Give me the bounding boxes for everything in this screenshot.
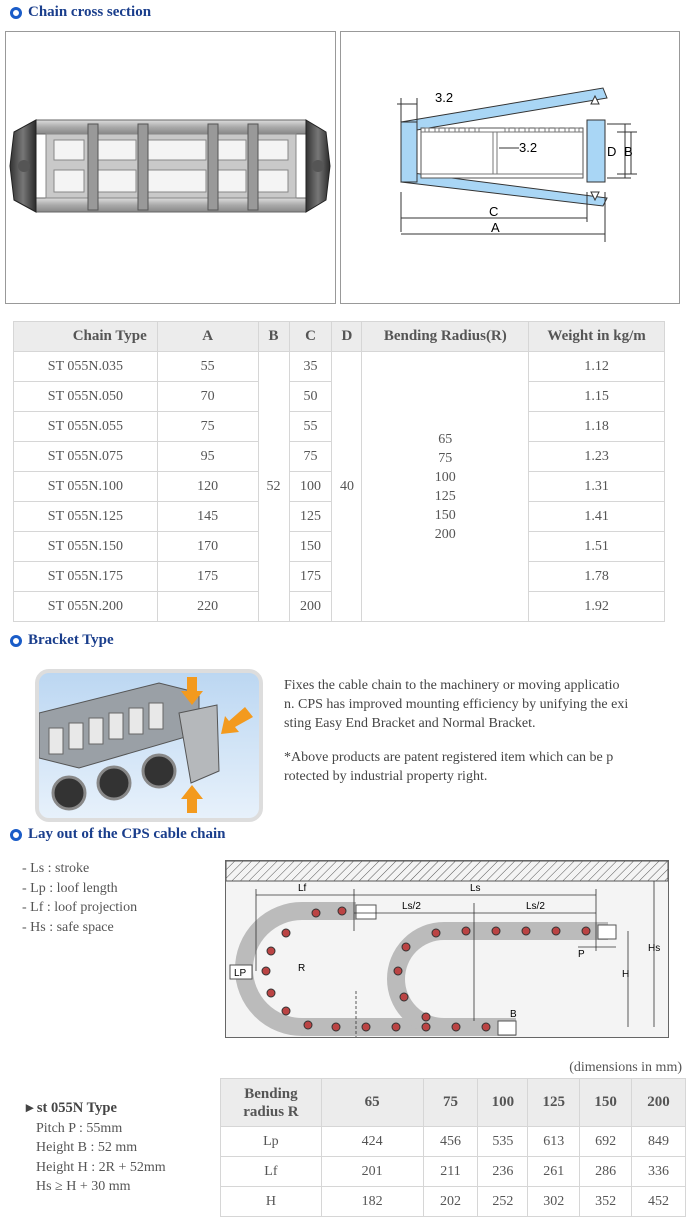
cell-a: 95: [157, 442, 258, 472]
definition-item: - Lp : loof length: [22, 880, 118, 896]
header-radius: 200: [632, 1079, 686, 1127]
chain-3d-image-panel: [5, 31, 336, 304]
cell-weight: 1.15: [529, 382, 665, 412]
label-ls2-left: Ls/2: [402, 901, 421, 912]
dim-a-label: A: [491, 220, 500, 235]
cell-a: 70: [157, 382, 258, 412]
dimensions-note: (dimensions in mm): [569, 1060, 682, 1075]
bullet-icon: [10, 829, 22, 841]
label-p: P: [578, 949, 585, 960]
cell-c: 35: [289, 352, 332, 382]
cell-value: 211: [423, 1157, 478, 1187]
section-title-layout: Lay out of the CPS cable chain: [10, 826, 226, 843]
cell-type: ST 055N.075: [14, 442, 158, 472]
cell-b-merged: 52: [258, 352, 289, 622]
cell-value: 202: [423, 1187, 478, 1217]
note-line: rotected by industrial property right.: [284, 769, 488, 784]
row-label: Lf: [221, 1157, 322, 1187]
cell-c: 50: [289, 382, 332, 412]
header-b: B: [258, 322, 289, 352]
cell-value: 849: [632, 1127, 686, 1157]
radius-value: 125: [434, 488, 456, 504]
header-radius: 125: [528, 1079, 580, 1127]
header-bending-radius-r: [221, 1079, 322, 1127]
cell-c: 100: [289, 472, 332, 502]
cell-weight: 1.23: [529, 442, 665, 472]
bracket-illustration: [39, 673, 259, 818]
type-line: Hs ≥ H + 30 mm: [36, 1179, 131, 1194]
cross-section-drawing: [341, 32, 679, 303]
cell-value: 613: [528, 1127, 580, 1157]
header-d: D: [332, 322, 362, 352]
radius-value: 150: [434, 507, 456, 523]
cell-c: 55: [289, 412, 332, 442]
header-line: radius R: [243, 1103, 299, 1120]
type-title: ▸ st 055N Type: [26, 1100, 117, 1116]
cell-weight: 1.31: [529, 472, 665, 502]
cell-value: 302: [528, 1187, 580, 1217]
type-line: Height B : 52 mm: [36, 1140, 138, 1155]
patent-note: [284, 748, 613, 786]
type-line: Pitch P : 55mm: [36, 1120, 123, 1136]
cell-weight: 1.18: [529, 412, 665, 442]
cell-value: 236: [478, 1157, 528, 1187]
header-radius: 65: [321, 1079, 423, 1127]
label-lf: Lf: [298, 883, 307, 894]
desc-line: n. CPS has improved mounting efficiency by unifying the exi: [284, 697, 629, 712]
label-ls2-right: Ls/2: [526, 901, 545, 912]
header-radius: 100: [478, 1079, 528, 1127]
cell-d-merged: 40: [332, 352, 362, 622]
dim-3-2-top: 3.2: [435, 90, 454, 105]
bullet-icon: [10, 7, 22, 19]
radius-value: 75: [438, 450, 453, 466]
definition-item: - Lf : loof projection: [22, 900, 138, 915]
dim-b-label: B: [624, 144, 633, 159]
section-title-cross-section: Chain cross section: [10, 4, 151, 21]
layout-header-row: [221, 1079, 686, 1127]
cell-a: 220: [157, 592, 258, 622]
cell-type: ST 055N.055: [14, 412, 158, 442]
radius-value: 65: [438, 431, 453, 447]
layout-drawing: [226, 861, 668, 1037]
layout-table: [220, 1078, 686, 1217]
row-label: Lp: [221, 1127, 322, 1157]
label-hs: Hs: [648, 943, 661, 954]
header-bending-radius: Bending Radius(R): [362, 322, 529, 352]
cell-a: 55: [157, 352, 258, 382]
header-a: A: [157, 322, 258, 352]
definition-item: - Ls : stroke: [22, 861, 90, 876]
spec-table: [13, 321, 665, 622]
header-radius: 150: [580, 1079, 632, 1127]
header-weight: Weight in kg/m: [529, 322, 665, 352]
radius-value: 200: [434, 526, 456, 542]
cell-c: 125: [289, 502, 332, 532]
cell-type: ST 055N.035: [14, 352, 158, 382]
cell-value: 201: [321, 1157, 423, 1187]
cell-value: 182: [321, 1187, 423, 1217]
spec-header-row: [14, 322, 665, 352]
cell-value: 261: [528, 1157, 580, 1187]
cell-c: 200: [289, 592, 332, 622]
cell-a: 75: [157, 412, 258, 442]
cell-value: 535: [478, 1127, 528, 1157]
section-title-bracket: Bracket Type: [10, 632, 114, 649]
dim-3-2-mid: 3.2: [519, 140, 538, 155]
cell-value: 452: [632, 1187, 686, 1217]
cell-type: ST 055N.200: [14, 592, 158, 622]
type-line: Height H : 2R + 52mm: [36, 1159, 166, 1175]
header-chain-type: Chain Type: [14, 322, 158, 352]
note-line: *Above products are patent registered item which can be p: [284, 750, 614, 765]
cell-a: 145: [157, 502, 258, 532]
cell-value: 352: [580, 1187, 632, 1217]
cell-type: ST 055N.100: [14, 472, 158, 502]
cell-type: ST 055N.125: [14, 502, 158, 532]
cell-a: 120: [157, 472, 258, 502]
bracket-description: [284, 676, 628, 733]
cell-a: 175: [157, 562, 258, 592]
label-lp: LP: [234, 968, 247, 979]
cell-type: ST 055N.150: [14, 532, 158, 562]
cell-weight: 1.12: [529, 352, 665, 382]
cell-value: 424: [321, 1127, 423, 1157]
chain-3d-image: [6, 32, 335, 303]
label-ls: Ls: [470, 883, 481, 894]
label-h: H: [622, 969, 630, 980]
header-line: Bending: [244, 1085, 298, 1102]
layout-diagram: [225, 860, 669, 1038]
cell-c: 175: [289, 562, 332, 592]
cell-weight: 1.51: [529, 532, 665, 562]
cell-c: 150: [289, 532, 332, 562]
definition-item: - Hs : safe space: [22, 919, 114, 935]
type-info: [26, 1099, 166, 1197]
label-r: R: [298, 963, 306, 974]
cell-type: ST 055N.050: [14, 382, 158, 412]
cell-a: 170: [157, 532, 258, 562]
cell-weight: 1.41: [529, 502, 665, 532]
cell-type: ST 055N.175: [14, 562, 158, 592]
cell-value: 286: [580, 1157, 632, 1187]
bracket-image: [35, 669, 263, 822]
table-row: [221, 1127, 686, 1157]
dim-c-label: C: [489, 204, 499, 219]
table-row: [221, 1157, 686, 1187]
desc-line: sting Easy End Bracket and Normal Bracket.: [284, 716, 536, 731]
definitions-list: [22, 859, 137, 937]
row-label: H: [221, 1187, 322, 1217]
cell-value: 456: [423, 1127, 478, 1157]
cell-weight: 1.78: [529, 562, 665, 592]
dim-d-label: D: [607, 144, 617, 159]
table-row: [14, 352, 665, 382]
type-lines: [26, 1119, 166, 1197]
label-b: B: [510, 1009, 517, 1020]
radius-value: 100: [434, 469, 456, 485]
table-row: [221, 1187, 686, 1217]
bullet-icon: [10, 635, 22, 647]
desc-line: Fixes the cable chain to the machinery or moving applicatio: [284, 678, 620, 693]
cell-bending-radius-merged: [362, 352, 529, 622]
cell-value: 336: [632, 1157, 686, 1187]
cell-value: 692: [580, 1127, 632, 1157]
cell-c: 75: [289, 442, 332, 472]
type-title-text: st 055N Type: [36, 1100, 117, 1116]
cell-value: 252: [478, 1187, 528, 1217]
cross-section-drawing-panel: [340, 31, 680, 304]
cell-weight: 1.92: [529, 592, 665, 622]
header-c: C: [289, 322, 332, 352]
header-radius: 75: [423, 1079, 478, 1127]
